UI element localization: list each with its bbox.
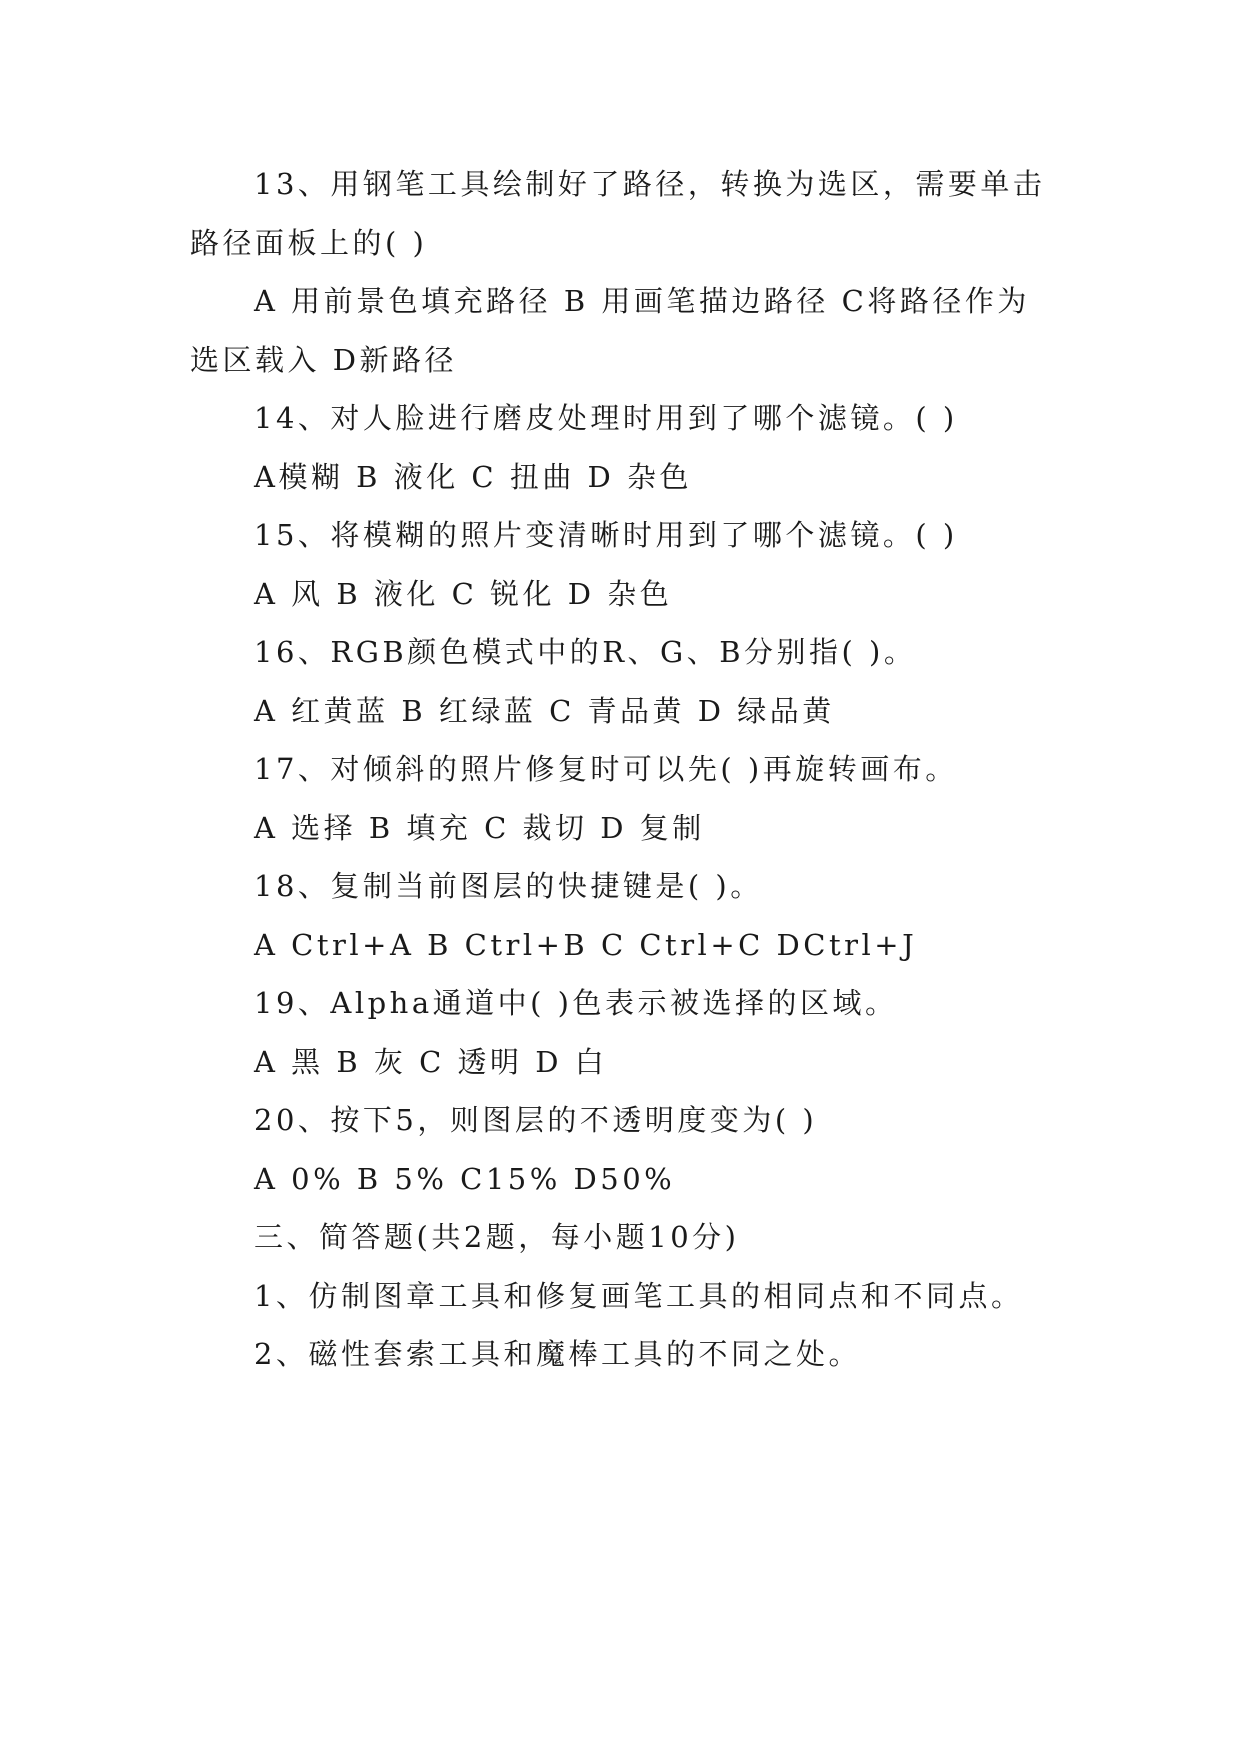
question-18-stem: 18、复制当前图层的快捷键是( )。 [254, 869, 763, 903]
question-16-options: A 红黄蓝 B 红绿蓝 C 青品黄 D 绿品黄 [254, 693, 835, 728]
question-15-stem: 15、将模糊的照片变清晰时用到了哪个滤镜。( ) [254, 518, 958, 552]
question-19-options: A 黑 B 灰 C 透明 D 白 [254, 1044, 608, 1079]
question-19-stem: 19、Alpha通道中( )色表示被选择的区域。 [254, 986, 898, 1020]
question-14-stem: 14、对人脸进行磨皮处理时用到了哪个滤镜。( ) [254, 401, 958, 435]
question-13-stem: 13、用钢笔工具绘制好了路径，转换为选区，需要单击 [254, 167, 1046, 201]
section-heading-short-answer: 三、简答题(共2题，每小题10分) [254, 1220, 740, 1254]
question-13-options: A 用前景色填充路径 B 用画笔描边路径 C将路径作为 [254, 284, 1030, 318]
question-15-options: A 风 B 液化 C 锐化 D 杂色 [254, 576, 673, 611]
question-16-stem: 16、RGB颜色模式中的R、G、B分别指( )。 [254, 635, 917, 669]
short-answer-question-1: 1、仿制图章工具和修复画笔工具的相同点和不同点。 [254, 1278, 1024, 1313]
question-13-options-continued: 选区载入 D新路径 [190, 342, 457, 377]
question-20-stem: 20、按下5，则图层的不透明度变为( ) [254, 1103, 818, 1137]
document-body [190, 155, 1060, 1384]
question-14-options: A模糊 B 液化 C 扭曲 D 杂色 [254, 459, 693, 494]
question-18-options: A Ctrl+A B Ctrl+B C Ctrl+C DCtrl+J [254, 927, 918, 962]
question-17-options: A 选择 B 填充 C 裁切 D 复制 [254, 810, 705, 845]
question-17-stem: 17、对倾斜的照片修复时可以先( )再旋转画布。 [254, 752, 958, 786]
question-20-options: A 0% B 5% C15% D50% [254, 1161, 676, 1196]
short-answer-question-2: 2、磁性套索工具和魔棒工具的不同之处。 [254, 1337, 861, 1371]
question-13-stem-continued: 路径面板上的( ) [190, 225, 428, 260]
